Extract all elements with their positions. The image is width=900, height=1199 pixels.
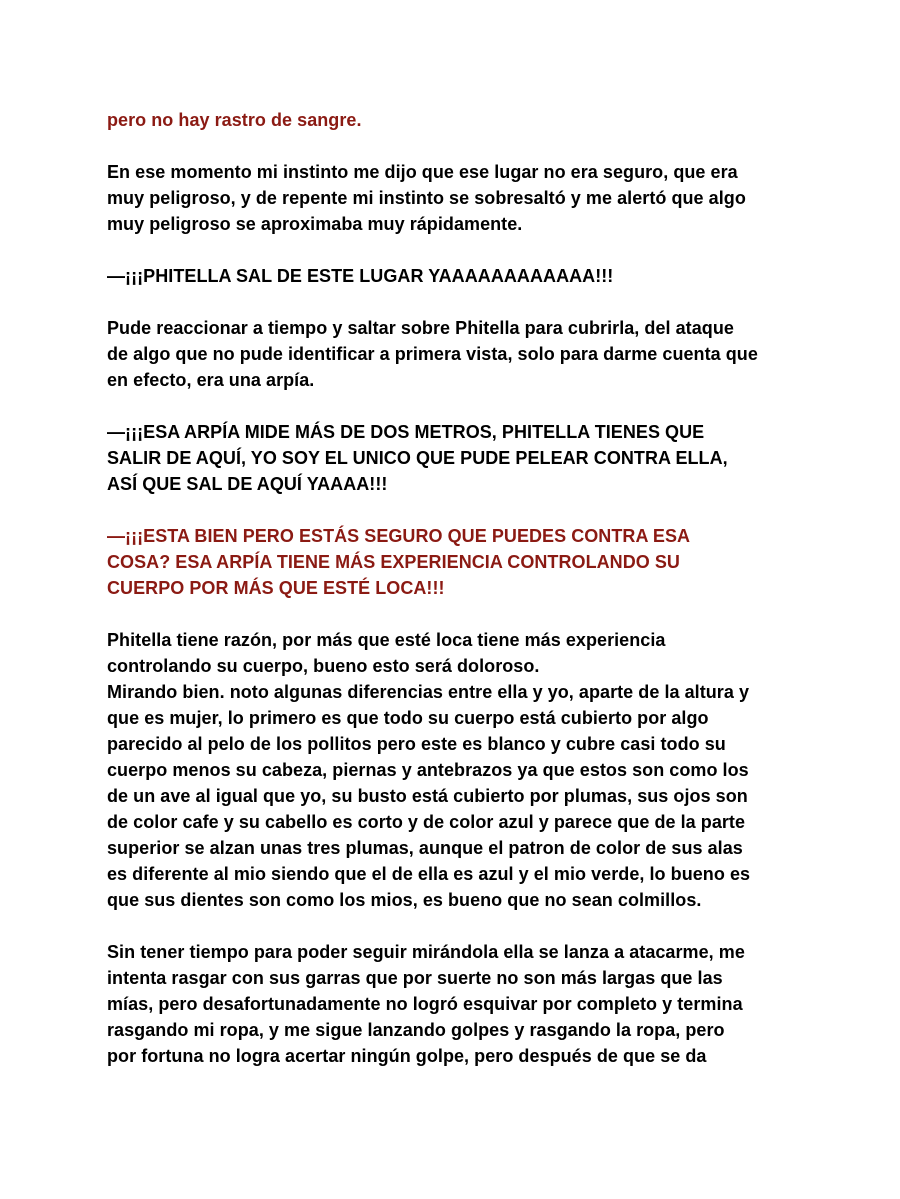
text-line: Pude reaccionar a tiempo y saltar sobre Phitella para cubrirla, del ataque — [107, 318, 734, 338]
paragraph-gap — [107, 133, 807, 159]
text-line: intenta rasgar con sus garras que por suerte no son más largas que las — [107, 968, 723, 988]
text-line: SALIR DE AQUÍ, YO SOY EL UNICO QUE PUDE PELEAR CONTRA ELLA, — [107, 448, 728, 468]
text-line: que sus dientes son como los mios, es bueno que no sean colmillos. — [107, 890, 702, 910]
highlighted-paragraph — [107, 107, 807, 133]
paragraph-gap — [107, 289, 807, 315]
paragraph-gap — [107, 601, 807, 627]
paragraph-gap — [107, 913, 807, 939]
paragraph-gap — [107, 237, 807, 263]
text-line: de color cafe y su cabello es corto y de color azul y parece que de la parte — [107, 812, 746, 832]
text-line: Mirando bien. noto algunas diferencias entre ella y yo, aparte de la altura y — [107, 682, 750, 702]
paragraph — [107, 315, 807, 393]
text-line: ASÍ QUE SAL DE AQUÍ YAAAA!!! — [107, 474, 388, 494]
highlighted-paragraph — [107, 523, 807, 601]
document-page — [107, 107, 807, 1069]
paragraph — [107, 939, 807, 1069]
text-line: rasgando mi ropa, y me sigue lanzando golpes y rasgando la ropa, pero — [107, 1020, 725, 1040]
text-line: es diferente al mio siendo que el de ella es azul y el mio verde, lo bueno es — [107, 864, 751, 884]
text-line: COSA? ESA ARPÍA TIENE MÁS EXPERIENCIA CONTROLANDO SU — [107, 552, 680, 572]
text-line: por fortuna no logra acertar ningún golpe, pero después de que se da — [107, 1046, 707, 1066]
text-line: controlando su cuerpo, bueno esto será doloroso. — [107, 656, 540, 676]
text-line: cuerpo menos su cabeza, piernas y antebrazos ya que estos son como los — [107, 760, 749, 780]
paragraph-gap — [107, 393, 807, 419]
paragraph — [107, 159, 807, 237]
text-line: en efecto, era una arpía. — [107, 370, 315, 390]
paragraph-gap — [107, 497, 807, 523]
text-line: que es mujer, lo primero es que todo su cuerpo está cubierto por algo — [107, 708, 709, 728]
text-line: En ese momento mi instinto me dijo que ese lugar no era seguro, que era — [107, 162, 738, 182]
text-line: muy peligroso se aproximaba muy rápidamente. — [107, 214, 523, 234]
paragraph — [107, 419, 807, 497]
text-line: de un ave al igual que yo, su busto está cubierto por plumas, sus ojos son — [107, 786, 748, 806]
paragraph — [107, 263, 807, 289]
text-line: CUERPO POR MÁS QUE ESTÉ LOCA!!! — [107, 578, 445, 598]
text-line: muy peligroso, y de repente mi instinto se sobresaltó y me alertó que algo — [107, 188, 746, 208]
text-line: Phitella tiene razón, por más que esté loca tiene más experiencia — [107, 630, 666, 650]
text-line: mías, pero desafortunadamente no logró esquivar por completo y termina — [107, 994, 743, 1014]
text-line: —¡¡¡ESA ARPÍA MIDE MÁS DE DOS METROS, PHITELLA TIENES QUE — [107, 422, 705, 442]
text-line: superior se alzan unas tres plumas, aunque el patron de color de sus alas — [107, 838, 743, 858]
text-line: pero no hay rastro de sangre. — [107, 110, 362, 130]
text-line: —¡¡¡PHITELLA SAL DE ESTE LUGAR YAAAAAAAAAAAA!!! — [107, 266, 614, 286]
text-line: de algo que no pude identificar a primera vista, solo para darme cuenta que — [107, 344, 758, 364]
text-line: Sin tener tiempo para poder seguir mirándola ella se lanza a atacarme, me — [107, 942, 745, 962]
text-line: —¡¡¡ESTA BIEN PERO ESTÁS SEGURO QUE PUEDES CONTRA ESA — [107, 526, 691, 546]
text-line: parecido al pelo de los pollitos pero este es blanco y cubre casi todo su — [107, 734, 726, 754]
paragraph — [107, 627, 807, 913]
